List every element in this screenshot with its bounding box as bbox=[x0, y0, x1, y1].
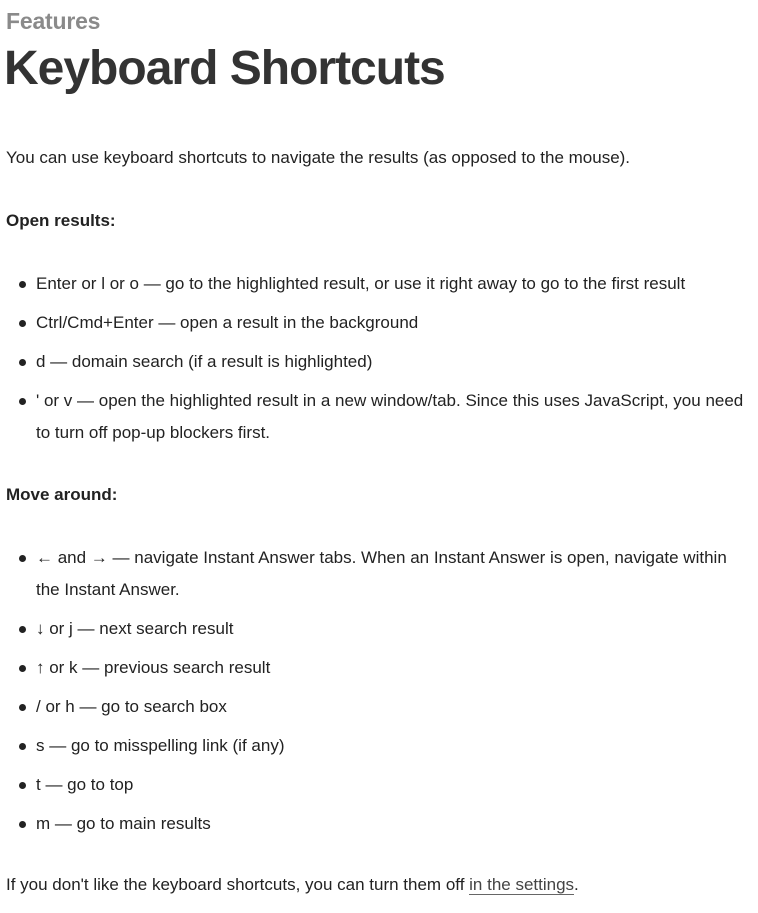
footer-period: . bbox=[574, 875, 579, 894]
footer-text: If you don't like the keyboard shortcuts, you can turn them off bbox=[6, 875, 470, 894]
bullet-icon bbox=[19, 626, 26, 633]
list-item-text: s — go to misspelling link (if any) bbox=[36, 736, 285, 755]
list-item bbox=[6, 730, 746, 762]
footer-paragraph bbox=[6, 869, 579, 901]
list-item bbox=[6, 268, 746, 300]
list-item-text: d — domain search (if a result is highlighted) bbox=[36, 352, 373, 371]
list-item-text: m — go to main results bbox=[36, 814, 211, 833]
list-item-text: t — go to top bbox=[36, 775, 134, 794]
list-item bbox=[6, 769, 746, 801]
list-item bbox=[6, 307, 746, 339]
list-item-text: ↑ or k — previous search result bbox=[36, 658, 271, 677]
bullet-icon bbox=[19, 665, 26, 672]
bullet-icon bbox=[19, 281, 26, 288]
bullet-icon bbox=[19, 704, 26, 711]
list-item bbox=[6, 542, 746, 606]
list-item bbox=[6, 808, 746, 840]
move-around-heading: Move around: bbox=[6, 485, 118, 504]
list-item-text: Ctrl/Cmd+Enter — open a result in the background bbox=[36, 313, 419, 332]
bullet-icon bbox=[19, 782, 26, 789]
open-results-heading: Open results: bbox=[6, 211, 116, 230]
bullet-icon bbox=[19, 743, 26, 750]
list-item-text: ' or v — open the highlighted result in a new window/tab. Since this uses JavaScript, you need to turn off pop-up blockers first. bbox=[36, 391, 744, 442]
settings-link[interactable]: in the settings bbox=[469, 875, 575, 894]
list-item bbox=[6, 385, 746, 449]
list-item bbox=[6, 613, 746, 645]
list-item-text: / or h — go to search box bbox=[36, 697, 227, 716]
bullet-icon bbox=[19, 555, 26, 562]
list-item-text: ↓ or j — next search result bbox=[36, 619, 234, 638]
list-item-text: Enter or l or o — go to the highlighted result, or use it right away to go to the first result bbox=[36, 274, 686, 293]
list-item-text: ← and → — navigate Instant Answer tabs. When an Instant Answer is open, navigate within the Instant Answer. bbox=[36, 548, 727, 599]
bullet-icon bbox=[19, 320, 26, 327]
list-item bbox=[6, 691, 746, 723]
bullet-icon bbox=[19, 821, 26, 828]
page-title: Keyboard Shortcuts bbox=[4, 42, 445, 95]
open-results-list bbox=[6, 268, 746, 449]
section-label: Features bbox=[6, 8, 101, 34]
bullet-icon bbox=[19, 398, 26, 405]
bullet-icon bbox=[19, 359, 26, 366]
list-item bbox=[6, 652, 746, 684]
move-around-list bbox=[6, 542, 746, 840]
intro-paragraph: You can use keyboard shortcuts to navigate the results (as opposed to the mouse). bbox=[6, 148, 631, 167]
list-item bbox=[6, 346, 746, 378]
